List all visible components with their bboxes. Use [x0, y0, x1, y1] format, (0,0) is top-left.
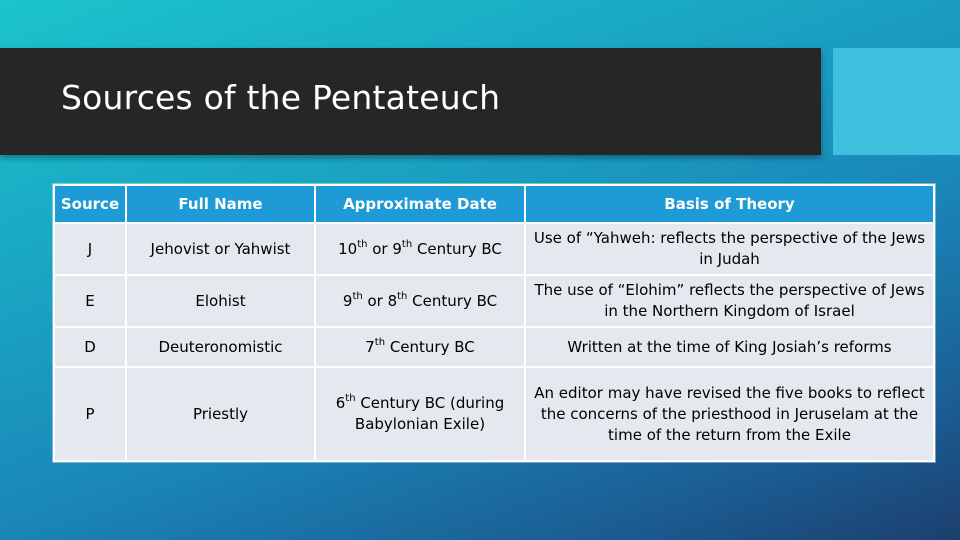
cell-source: D — [54, 327, 126, 367]
table-row — [54, 223, 934, 275]
accent-block — [833, 48, 960, 155]
sources-table — [53, 184, 935, 462]
cell-source: P — [54, 367, 126, 461]
cell-basis: Use of “Yahweh: reflects the perspective of the Jews in Judah — [525, 223, 934, 275]
cell-basis: The use of “Elohim” reflects the perspective of Jews in the Northern Kingdom of Israel — [525, 275, 934, 327]
cell-basis: Written at the time of King Josiah’s reforms — [525, 327, 934, 367]
cell-full-name: Priestly — [126, 367, 315, 461]
cell-date: 9th or 8th Century BC — [315, 275, 525, 327]
table-row — [54, 367, 934, 461]
slide-title: Sources of the Pentateuch — [61, 78, 501, 117]
header-full-name: Full Name — [126, 185, 315, 223]
cell-date: 10th or 9th Century BC — [315, 223, 525, 275]
cell-full-name: Elohist — [126, 275, 315, 327]
cell-source: E — [54, 275, 126, 327]
cell-full-name: Deuteronomistic — [126, 327, 315, 367]
header-source: Source — [54, 185, 126, 223]
table-header-row — [54, 185, 934, 223]
header-basis-of-theory: Basis of Theory — [525, 185, 934, 223]
cell-basis: An editor may have revised the five books to reflect the concerns of the priesthood in Jeruselam at the time of the return from the Exile — [525, 367, 934, 461]
table-row — [54, 275, 934, 327]
cell-date: 6th Century BC (during Babylonian Exile) — [315, 367, 525, 461]
header-approximate-date: Approximate Date — [315, 185, 525, 223]
cell-full-name: Jehovist or Yahwist — [126, 223, 315, 275]
cell-source: J — [54, 223, 126, 275]
cell-date: 7th Century BC — [315, 327, 525, 367]
table-row — [54, 327, 934, 367]
